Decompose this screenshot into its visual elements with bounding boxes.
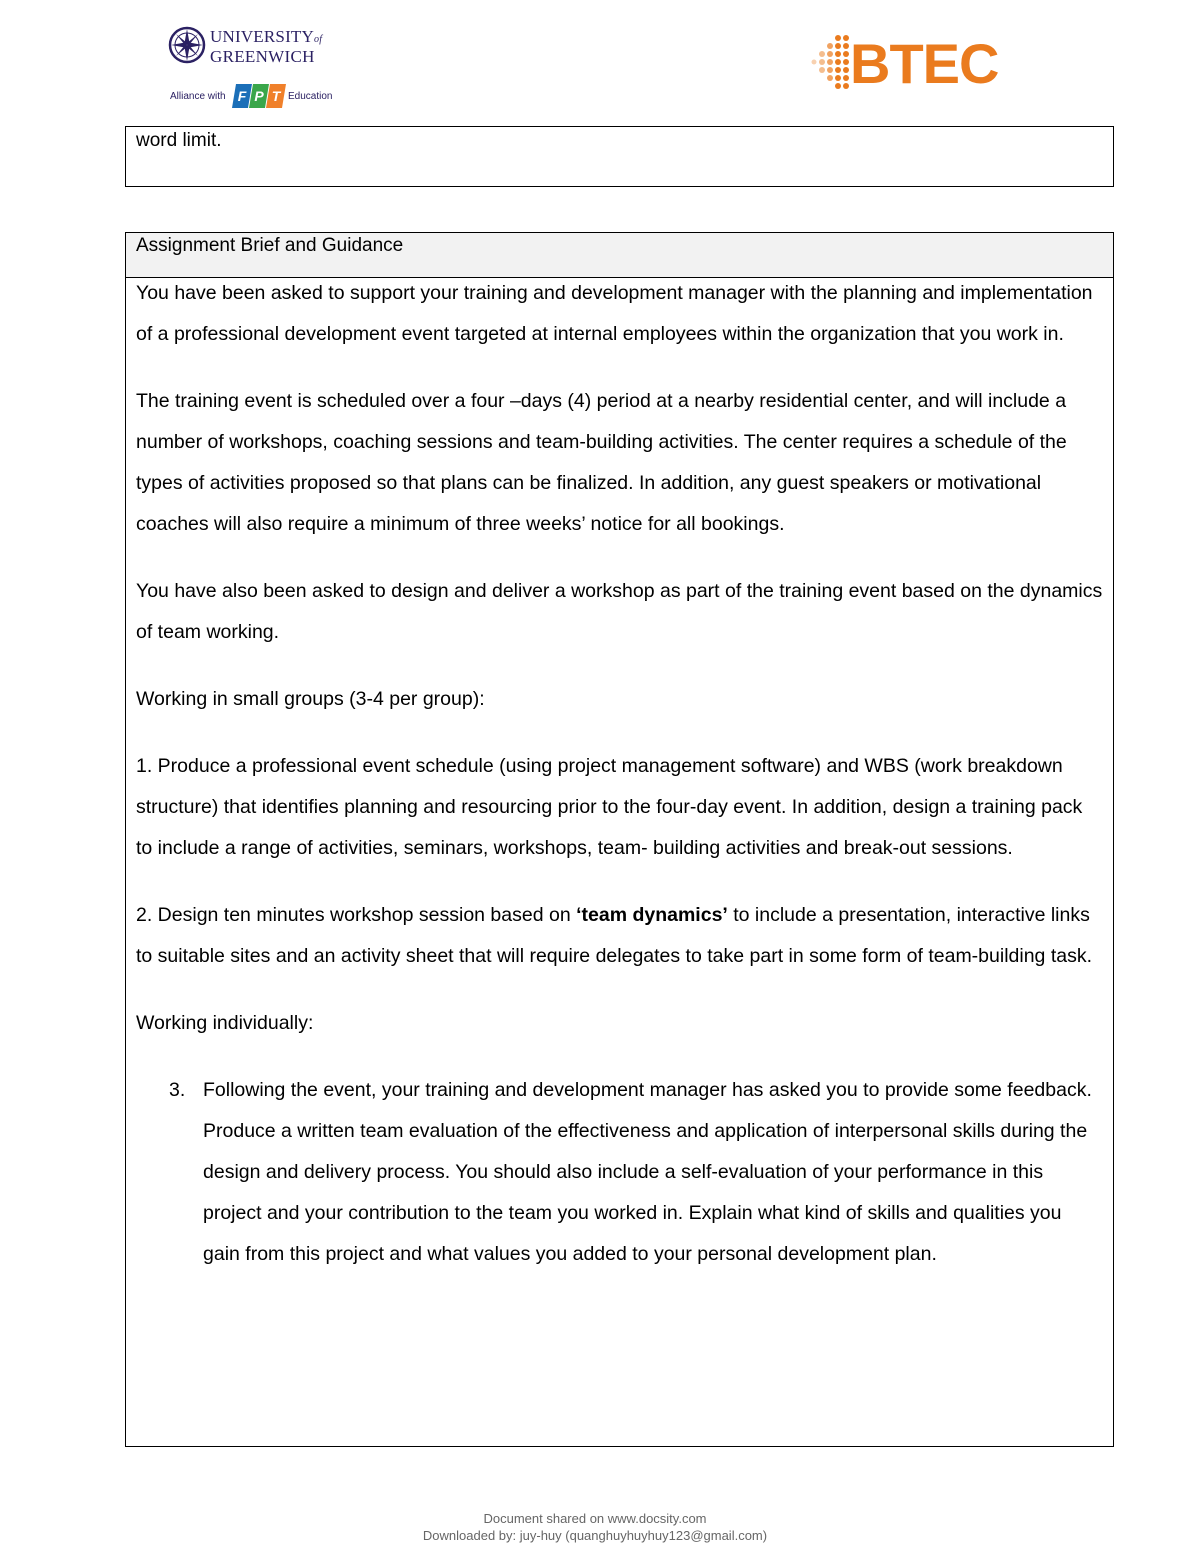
team-dynamics-emphasis: ‘team dynamics’ bbox=[576, 904, 728, 926]
education-label: Education bbox=[288, 91, 333, 102]
fpt-letter-p: P bbox=[254, 88, 264, 104]
task-2-paragraph bbox=[136, 895, 1103, 977]
task-3-text: Following the event, your training and development manager has asked you to provide some feedback. Produce a written team evaluation of the effectiveness and application of interpersonal skills during the design and delivery process. You should also include a self-evaluation of your performance in this project and your contribution to the team you worked in. Explain what kind of skills and qualities you gain from this project and what values you added to your personal development plan. bbox=[203, 1079, 1092, 1265]
fpt-mark-icon bbox=[232, 82, 286, 110]
brief-paragraph-3: You have also been asked to design and deliver a workshop as part of the training event based on the dynamics of team working. bbox=[136, 580, 1103, 643]
brief-paragraph-2: The training event is scheduled over a four –days (4) period at a nearby residential center, and will include a number of workshops, coaching sessions and team-building activities. The center requires a schedule of the types of activities proposed so that plans can be finalized. In addition, any guest speakers or motivational coaches will also require a minimum of three weeks’ notice for all bookings. bbox=[136, 390, 1067, 535]
uog-wordmark: UNIVERSITYof GREENWICH bbox=[210, 27, 323, 66]
btec-wordmark: BTEC bbox=[850, 32, 999, 95]
btec-logo bbox=[808, 30, 1004, 94]
task-2-text-start: 2. Design ten minutes workshop session based on bbox=[136, 904, 577, 926]
download-notice: Downloaded by: juy-huy (quanghuyhuyhuy123@gmail.com) bbox=[422, 1528, 768, 1543]
docsity-share-notice: Document shared on www.docsity.com bbox=[483, 1511, 707, 1526]
alliance-with-label: Alliance with bbox=[170, 91, 226, 102]
group-work-label: Working in small groups (3-4 per group): bbox=[136, 688, 485, 710]
task-3-number: 3. bbox=[169, 1079, 186, 1101]
individual-work-label: Working individually: bbox=[136, 1012, 314, 1034]
btec-dots-icon bbox=[808, 32, 852, 92]
assignment-brief-body bbox=[126, 273, 1113, 1275]
task-1-paragraph: 1. Produce a professional event schedule (using project management software) and WBS (work breakdown structure) that identifies planning and resourcing prior to the four-day event. In addition, design a training pack to include a range of activities, seminars, workshops, team- building activities and break-out sessions. bbox=[136, 755, 1083, 859]
list-item bbox=[136, 1070, 1103, 1275]
fpt-letter-f: F bbox=[237, 88, 247, 104]
fpt-letter-t: T bbox=[271, 88, 281, 104]
compass-crest-icon bbox=[168, 26, 206, 64]
brief-paragraph-1: You have been asked to support your training and development manager with the planning and implementation of a professional development event targeted at internal employees within the organization that you work in. bbox=[136, 282, 1093, 345]
assignment-brief-heading: Assignment Brief and Guidance bbox=[126, 233, 1113, 278]
task-2-text-end: to include a presentation, interactive links to suitable sites and an activity sheet that will require delegates to take part in some form of team-building task. bbox=[136, 904, 1092, 967]
assignment-brief-table bbox=[125, 232, 1114, 1447]
word-limit-cell bbox=[125, 126, 1114, 187]
university-of-greenwich-logo bbox=[168, 26, 338, 112]
task-3-list bbox=[136, 1070, 1103, 1275]
fpt-alliance-logo bbox=[168, 82, 338, 112]
word-limit-text: word limit. bbox=[136, 130, 222, 151]
